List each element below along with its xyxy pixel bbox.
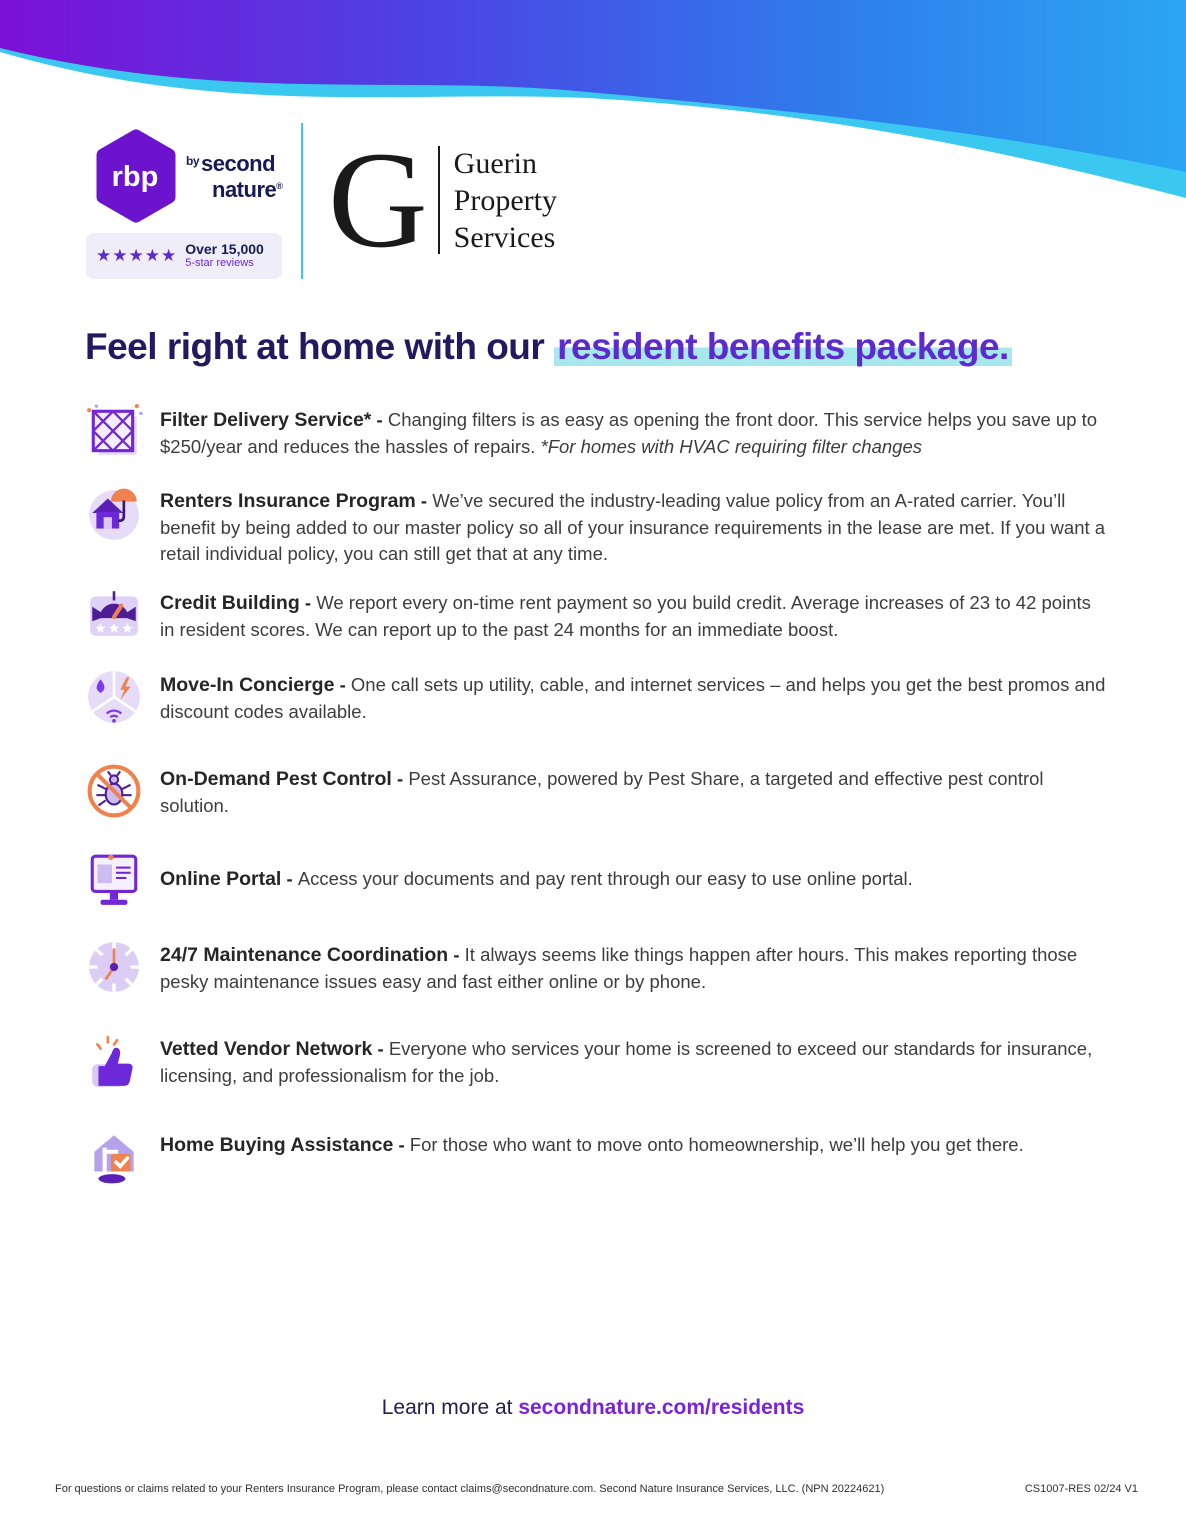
headline-highlight: resident benefits package. (554, 326, 1012, 367)
clock-icon (85, 938, 143, 996)
benefit-online-portal (85, 850, 1107, 908)
page-title (85, 326, 1145, 368)
benefit-title: Online Portal (160, 867, 282, 890)
utilities-icon (85, 668, 143, 726)
benefit-text: Filter Delivery Service* - Changing filters is as easy as opening the front door. This service helps you save up to $250/year and reduces the hassles of repairs. *For homes with HVAC requiring filter changes (160, 409, 1098, 457)
rbp-logo-text: rbp (111, 161, 159, 193)
five-stars-icon: ★★★★★ (96, 246, 178, 265)
benefit-text: Credit Building - We report every on-time rent payment so you build credit. Average increases of 23 to 42 points in resident scores. We can report up to the past 24 months for an immediate boost. (160, 592, 1091, 640)
benefit-maintenance-coordination (85, 938, 1107, 996)
credit-gauge-icon (85, 586, 143, 644)
benefit-text: Vetted Vendor Network - Everyone who services your home is screened to exceed our standards for insurance, licensing, and professionalism for the job. (160, 1038, 1093, 1086)
benefit-body: For those who want to move onto homeownership, we’ll help you get there. (409, 1134, 1024, 1155)
guerin-wordmark (454, 145, 557, 256)
benefit-body: One call sets up utility, cable, and internet services – and helps you get the best promos and discount codes available. (160, 674, 1106, 722)
benefit-pest-control (85, 762, 1107, 820)
reviews-badge (86, 233, 282, 279)
umbrella-house-icon (85, 484, 143, 542)
benefit-vetted-vendor-network (85, 1032, 1107, 1090)
benefit-body: We’ve secured the industry-leading value policy from an A-rated carrier. You’ll benefit by being added to our master policy so all of your insurance requirements in the lease are met. If you want a retail individual policy, you can still get that at any time. (160, 490, 1106, 564)
pest-control-icon (85, 762, 143, 820)
vertical-divider (301, 123, 303, 279)
guerin-word-2: Property (453, 183, 557, 217)
reviews-caption: 5-star reviews (185, 257, 254, 269)
thumbs-up-icon (85, 1032, 143, 1090)
guerin-word-1: Guerin (453, 146, 537, 180)
benefit-note: *For homes with HVAC requiring filter changes (540, 435, 922, 457)
guerin-logo-divider (438, 146, 440, 254)
benefit-text: Home Buying Assistance - For those who want to move onto homeownership, we’ll help you get there. (160, 1134, 1024, 1156)
brand-word-2: nature (212, 177, 277, 202)
benefit-text: Move-In Concierge - One call sets up utility, cable, and internet services – and helps you get the best promos and discount codes available. (160, 674, 1106, 722)
benefit-title: Vetted Vendor Network (160, 1038, 373, 1060)
learn-more-prefix: Learn more at (381, 1396, 513, 1419)
reviews-count: Over 15,000 (185, 241, 264, 257)
rbp-logo (86, 126, 186, 226)
benefit-body: Everyone who services your home is screened to exceed our standards for insurance, licensing, and professionalism for the job. (160, 1038, 1093, 1086)
benefit-title: Home Buying Assistance (160, 1134, 394, 1156)
benefit-title: Move-In Concierge (160, 674, 335, 696)
filter-icon (85, 403, 143, 461)
benefit-title: 24/7 Maintenance Coordination (160, 944, 449, 966)
benefit-credit-building (85, 586, 1107, 644)
guerin-logo (328, 123, 557, 276)
benefit-text: On-Demand Pest Control - Pest Assurance, powered by Pest Share, a targeted and effective pest control solution. (160, 768, 1044, 816)
benefit-text: 24/7 Maintenance Coordination - It always seems like things happen after hours. This makes reporting those pesky maintenance issues easy and fast either online or by phone. (160, 944, 1078, 992)
headline-prefix: Feel right at home with our (85, 326, 545, 367)
guerin-word-3: Services (453, 220, 556, 254)
benefit-filter-delivery (85, 403, 1107, 461)
brand-word-1: second (201, 151, 276, 176)
learn-more-line (0, 1396, 1186, 1420)
registered-mark: ® (276, 181, 283, 191)
benefit-home-buying (85, 1128, 1107, 1186)
benefit-body: Pest Assurance, powered by Pest Share, a targeted and effective pest control solution. (160, 768, 1044, 816)
benefit-move-in-concierge (85, 668, 1107, 726)
home-pin-icon (85, 1128, 143, 1186)
benefit-title: Credit Building (160, 592, 300, 614)
benefit-renters-insurance (85, 484, 1107, 568)
legal-text: For questions or claims related to your Renters Insurance Program, please contact claims@secondnature.com. Second Nature Insurance Services, LLC. (NPN 20224621) (55, 1483, 885, 1495)
guerin-monogram: G (328, 123, 428, 276)
benefit-title: Filter Delivery Service* (160, 409, 372, 431)
benefit-title: Renters Insurance Program (160, 490, 416, 512)
second-nature-wordmark (186, 150, 282, 201)
document-code: CS1007-RES 02/24 V1 (1024, 1483, 1138, 1495)
by-label: by (186, 154, 200, 168)
benefit-body: It always seems like things happen after hours. This makes reporting those pesky maintenance issues easy and fast either online or by phone. (160, 944, 1078, 992)
online-portal-icon (85, 850, 143, 908)
learn-more-link[interactable]: secondnature.com/residents (518, 1396, 805, 1419)
benefit-body: We report every on-time rent payment so you build credit. Average increases of 23 to 42 points in resident scores. We can report up to the past 24 months for an immediate boost. (160, 592, 1091, 640)
benefit-text: Renters Insurance Program - We’ve secured the industry-leading value policy from an A-rated carrier. You’ll benefit by being added to our master policy so all of your insurance requirements in the lease are met. If you want a retail individual policy, you can still get that at any time. (160, 490, 1106, 564)
benefit-body: Changing filters is as easy as opening the front door. This service helps you save up to $250/year and reduces the hassles of repairs. (160, 409, 1098, 457)
benefit-title: On-Demand Pest Control (160, 768, 392, 790)
benefit-body: Access your documents and pay rent through our easy to use online portal. (297, 867, 913, 889)
benefit-text: Online Portal - Access your documents and pay rent through our easy to use online portal. (160, 867, 913, 890)
